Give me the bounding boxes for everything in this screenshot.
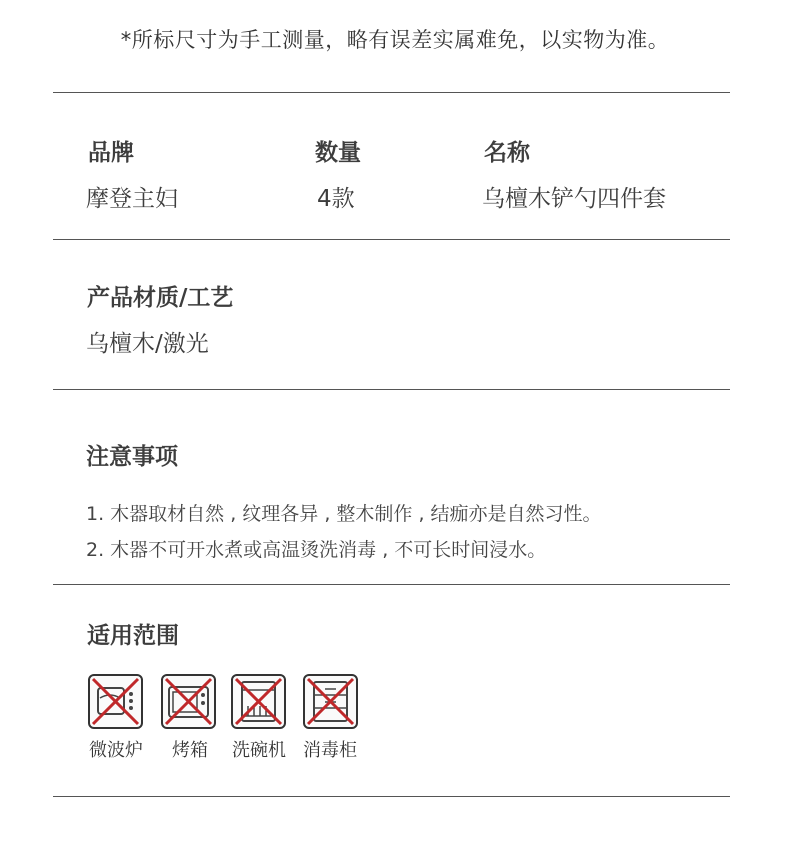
divider (53, 389, 730, 390)
appliance-label: 微波炉 (89, 740, 143, 761)
appliance-label: 烤箱 (172, 740, 208, 761)
divider (53, 796, 730, 797)
usage-title: 适用范围 (87, 623, 179, 649)
name-value: 乌檀木铲勺四件套 (482, 186, 666, 212)
oven-icon (161, 674, 216, 729)
appliance-label: 消毒柜 (303, 740, 357, 761)
sterilizer-cabinet-icon (303, 674, 358, 729)
quantity-value: 4款 (317, 186, 355, 212)
microwave-icon (88, 674, 143, 729)
brand-value: 摩登主妇 (86, 186, 178, 212)
caution-item: 1. 木器取材自然 , 纹理各异 , 整木制作 , 结痂亦是自然习性。 (86, 503, 602, 525)
material-value: 乌檀木/激光 (86, 331, 209, 357)
divider (53, 584, 730, 585)
brand-label: 品牌 (88, 140, 134, 166)
material-label: 产品材质/工艺 (87, 285, 234, 311)
divider (53, 92, 730, 93)
name-label: 名称 (484, 140, 530, 166)
quantity-label: 数量 (315, 140, 361, 166)
caution-item: 2. 木器不可开水煮或高温烫洗消毒 , 不可长时间浸水。 (86, 539, 547, 561)
divider (53, 239, 730, 240)
appliance-label: 洗碗机 (232, 740, 286, 761)
caution-title: 注意事项 (86, 444, 178, 470)
measurement-notice: *所标尺寸为手工测量，略有误差实属难免，以实物为准。 (120, 28, 670, 52)
dishwasher-icon (231, 674, 286, 729)
